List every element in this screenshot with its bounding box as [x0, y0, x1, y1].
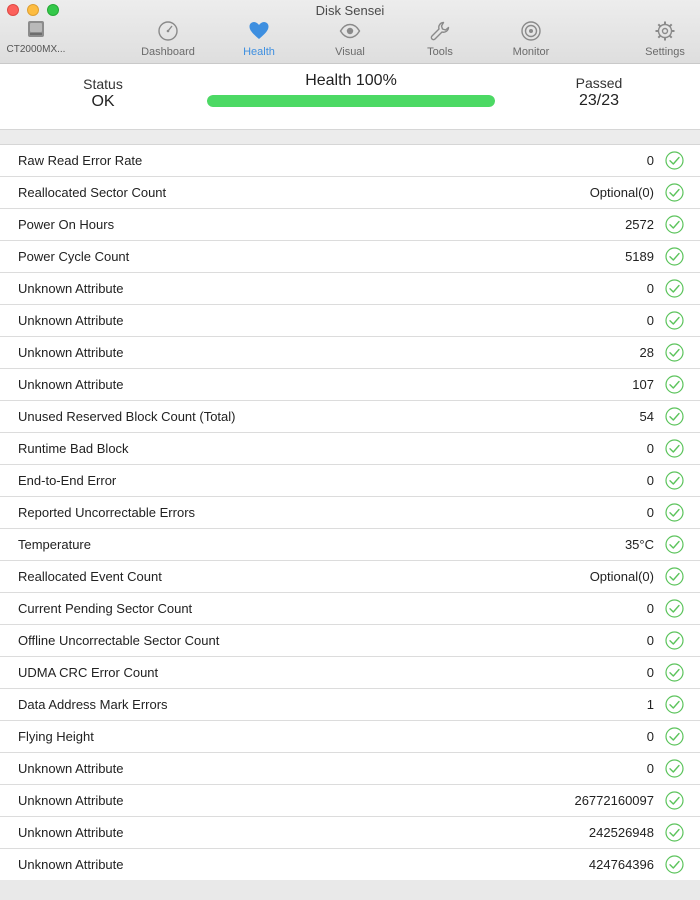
attribute-value: 1: [646, 697, 654, 712]
attribute-value: 0: [646, 729, 654, 744]
drive-selector[interactable]: [0, 20, 72, 62]
attribute-name: Reallocated Sector Count: [18, 185, 167, 200]
attribute-value: 26772160097: [574, 793, 654, 808]
attribute-value: Optional(0): [589, 569, 654, 584]
heart-icon: [248, 20, 270, 42]
attribute-value: 0: [646, 761, 654, 776]
title-bar: [0, 0, 700, 64]
attribute-value: 2572: [625, 217, 654, 232]
attribute-row[interactable]: [0, 177, 700, 209]
health-progress-bar: [207, 95, 495, 107]
attribute-row[interactable]: [0, 465, 700, 497]
attribute-row[interactable]: [0, 721, 700, 753]
attribute-name: Raw Read Error Rate: [18, 153, 143, 168]
status-value: OK: [91, 93, 115, 110]
attribute-row[interactable]: [0, 753, 700, 785]
attribute-name: Runtime Bad Block: [18, 441, 129, 456]
bottom-strip: [0, 880, 700, 900]
check-circle-icon: [665, 151, 684, 170]
attribute-name: Current Pending Sector Count: [18, 601, 193, 616]
status-block: [63, 76, 143, 111]
check-circle-icon: [665, 567, 684, 586]
window-title: Disk Sensei: [315, 3, 385, 18]
attribute-value: 54: [639, 409, 654, 424]
attribute-name: End-to-End Error: [18, 473, 117, 488]
attribute-name: Unused Reserved Block Count (Total): [18, 409, 236, 424]
passed-block: [559, 75, 639, 110]
attribute-name: Unknown Attribute: [18, 825, 124, 840]
attribute-name: Reallocated Event Count: [18, 569, 162, 584]
tab-tools[interactable]: [400, 20, 480, 62]
attribute-row[interactable]: [0, 593, 700, 625]
attribute-name: Unknown Attribute: [18, 857, 124, 872]
attribute-value: 0: [646, 473, 654, 488]
attribute-name: Offline Uncorrectable Sector Count: [18, 633, 220, 648]
attribute-row[interactable]: [0, 337, 700, 369]
tab-health-label: Health: [243, 46, 275, 58]
tab-settings-label: Settings: [645, 46, 685, 58]
check-circle-icon: [665, 791, 684, 810]
attribute-value: 0: [646, 633, 654, 648]
attribute-name: Unknown Attribute: [18, 345, 124, 360]
target-icon: [520, 20, 542, 42]
attribute-row[interactable]: [0, 401, 700, 433]
attribute-name: Unknown Attribute: [18, 793, 124, 808]
attribute-row[interactable]: [0, 305, 700, 337]
check-circle-icon: [665, 599, 684, 618]
attribute-row[interactable]: [0, 497, 700, 529]
tab-settings[interactable]: [630, 20, 700, 62]
check-circle-icon: [665, 759, 684, 778]
attribute-name: Power Cycle Count: [18, 249, 130, 264]
attribute-row[interactable]: [0, 209, 700, 241]
check-circle-icon: [665, 279, 684, 298]
tab-monitor[interactable]: [491, 20, 571, 62]
check-circle-icon: [665, 247, 684, 266]
attribute-name: Power On Hours: [18, 217, 115, 232]
attribute-value: 0: [646, 281, 654, 296]
check-circle-icon: [665, 727, 684, 746]
check-circle-icon: [665, 343, 684, 362]
attribute-row[interactable]: [0, 625, 700, 657]
attribute-value: 0: [646, 313, 654, 328]
check-circle-icon: [665, 695, 684, 714]
attribute-name: Unknown Attribute: [18, 281, 124, 296]
check-circle-icon: [665, 183, 684, 202]
check-circle-icon: [665, 375, 684, 394]
attribute-row[interactable]: [0, 817, 700, 849]
attribute-value: Optional(0): [589, 185, 654, 200]
attribute-value: 0: [646, 665, 654, 680]
check-circle-icon: [665, 663, 684, 682]
attribute-row[interactable]: [0, 689, 700, 721]
status-label: Status: [83, 76, 123, 92]
check-circle-icon: [665, 503, 684, 522]
attribute-value: 35°C: [624, 537, 654, 552]
drive-name: CT2000MX...: [6, 44, 66, 55]
attribute-value: 0: [646, 441, 654, 456]
attribute-row[interactable]: [0, 657, 700, 689]
tab-visual-label: Visual: [335, 46, 365, 58]
check-circle-icon: [665, 855, 684, 874]
health-summary: [0, 64, 700, 130]
attribute-value: 242526948: [588, 825, 654, 840]
attribute-row[interactable]: [0, 273, 700, 305]
attribute-row[interactable]: [0, 849, 700, 881]
tab-dashboard[interactable]: [128, 20, 208, 62]
attribute-value: 424764396: [588, 857, 654, 872]
attribute-name: Temperature: [18, 537, 91, 552]
tab-dashboard-label: Dashboard: [141, 46, 195, 58]
attribute-name: Unknown Attribute: [18, 761, 124, 776]
passed-label: Passed: [575, 75, 623, 91]
check-circle-icon: [665, 631, 684, 650]
tab-monitor-label: Monitor: [512, 46, 550, 58]
attribute-row[interactable]: [0, 241, 700, 273]
gear-icon: [654, 20, 676, 42]
check-circle-icon: [665, 407, 684, 426]
check-circle-icon: [665, 535, 684, 554]
attribute-row[interactable]: [0, 529, 700, 561]
tab-tools-label: Tools: [427, 46, 453, 58]
attribute-name: Unknown Attribute: [18, 313, 124, 328]
attribute-row[interactable]: [0, 433, 700, 465]
attribute-row[interactable]: [0, 369, 700, 401]
wrench-icon: [429, 20, 451, 42]
check-circle-icon: [665, 823, 684, 842]
attribute-row[interactable]: [0, 145, 700, 177]
check-circle-icon: [665, 215, 684, 234]
passed-value: 23/23: [578, 92, 620, 109]
attribute-name: Reported Uncorrectable Errors: [18, 505, 196, 520]
hard-drive-icon: [27, 20, 45, 38]
smart-attribute-list[interactable]: [0, 144, 700, 881]
tab-health[interactable]: [219, 20, 299, 62]
attribute-name: Unknown Attribute: [18, 377, 124, 392]
tab-visual[interactable]: [310, 20, 390, 62]
health-progress-fill: [207, 95, 495, 107]
attribute-value: 0: [646, 601, 654, 616]
attribute-name: Data Address Mark Errors: [18, 697, 168, 712]
attribute-value: 107: [632, 377, 654, 392]
attribute-row[interactable]: [0, 785, 700, 817]
attribute-name: UDMA CRC Error Count: [18, 665, 159, 680]
attribute-value: 28: [639, 345, 654, 360]
check-circle-icon: [665, 471, 684, 490]
attribute-value: 0: [646, 153, 654, 168]
check-circle-icon: [665, 439, 684, 458]
gauge-icon: [157, 20, 179, 42]
check-circle-icon: [665, 311, 684, 330]
attribute-row[interactable]: [0, 561, 700, 593]
attribute-value: 0: [646, 505, 654, 520]
attribute-value: 5189: [625, 249, 654, 264]
health-title: Health 100%: [305, 72, 397, 89]
attribute-name: Flying Height: [18, 729, 94, 744]
eye-icon: [339, 20, 361, 42]
